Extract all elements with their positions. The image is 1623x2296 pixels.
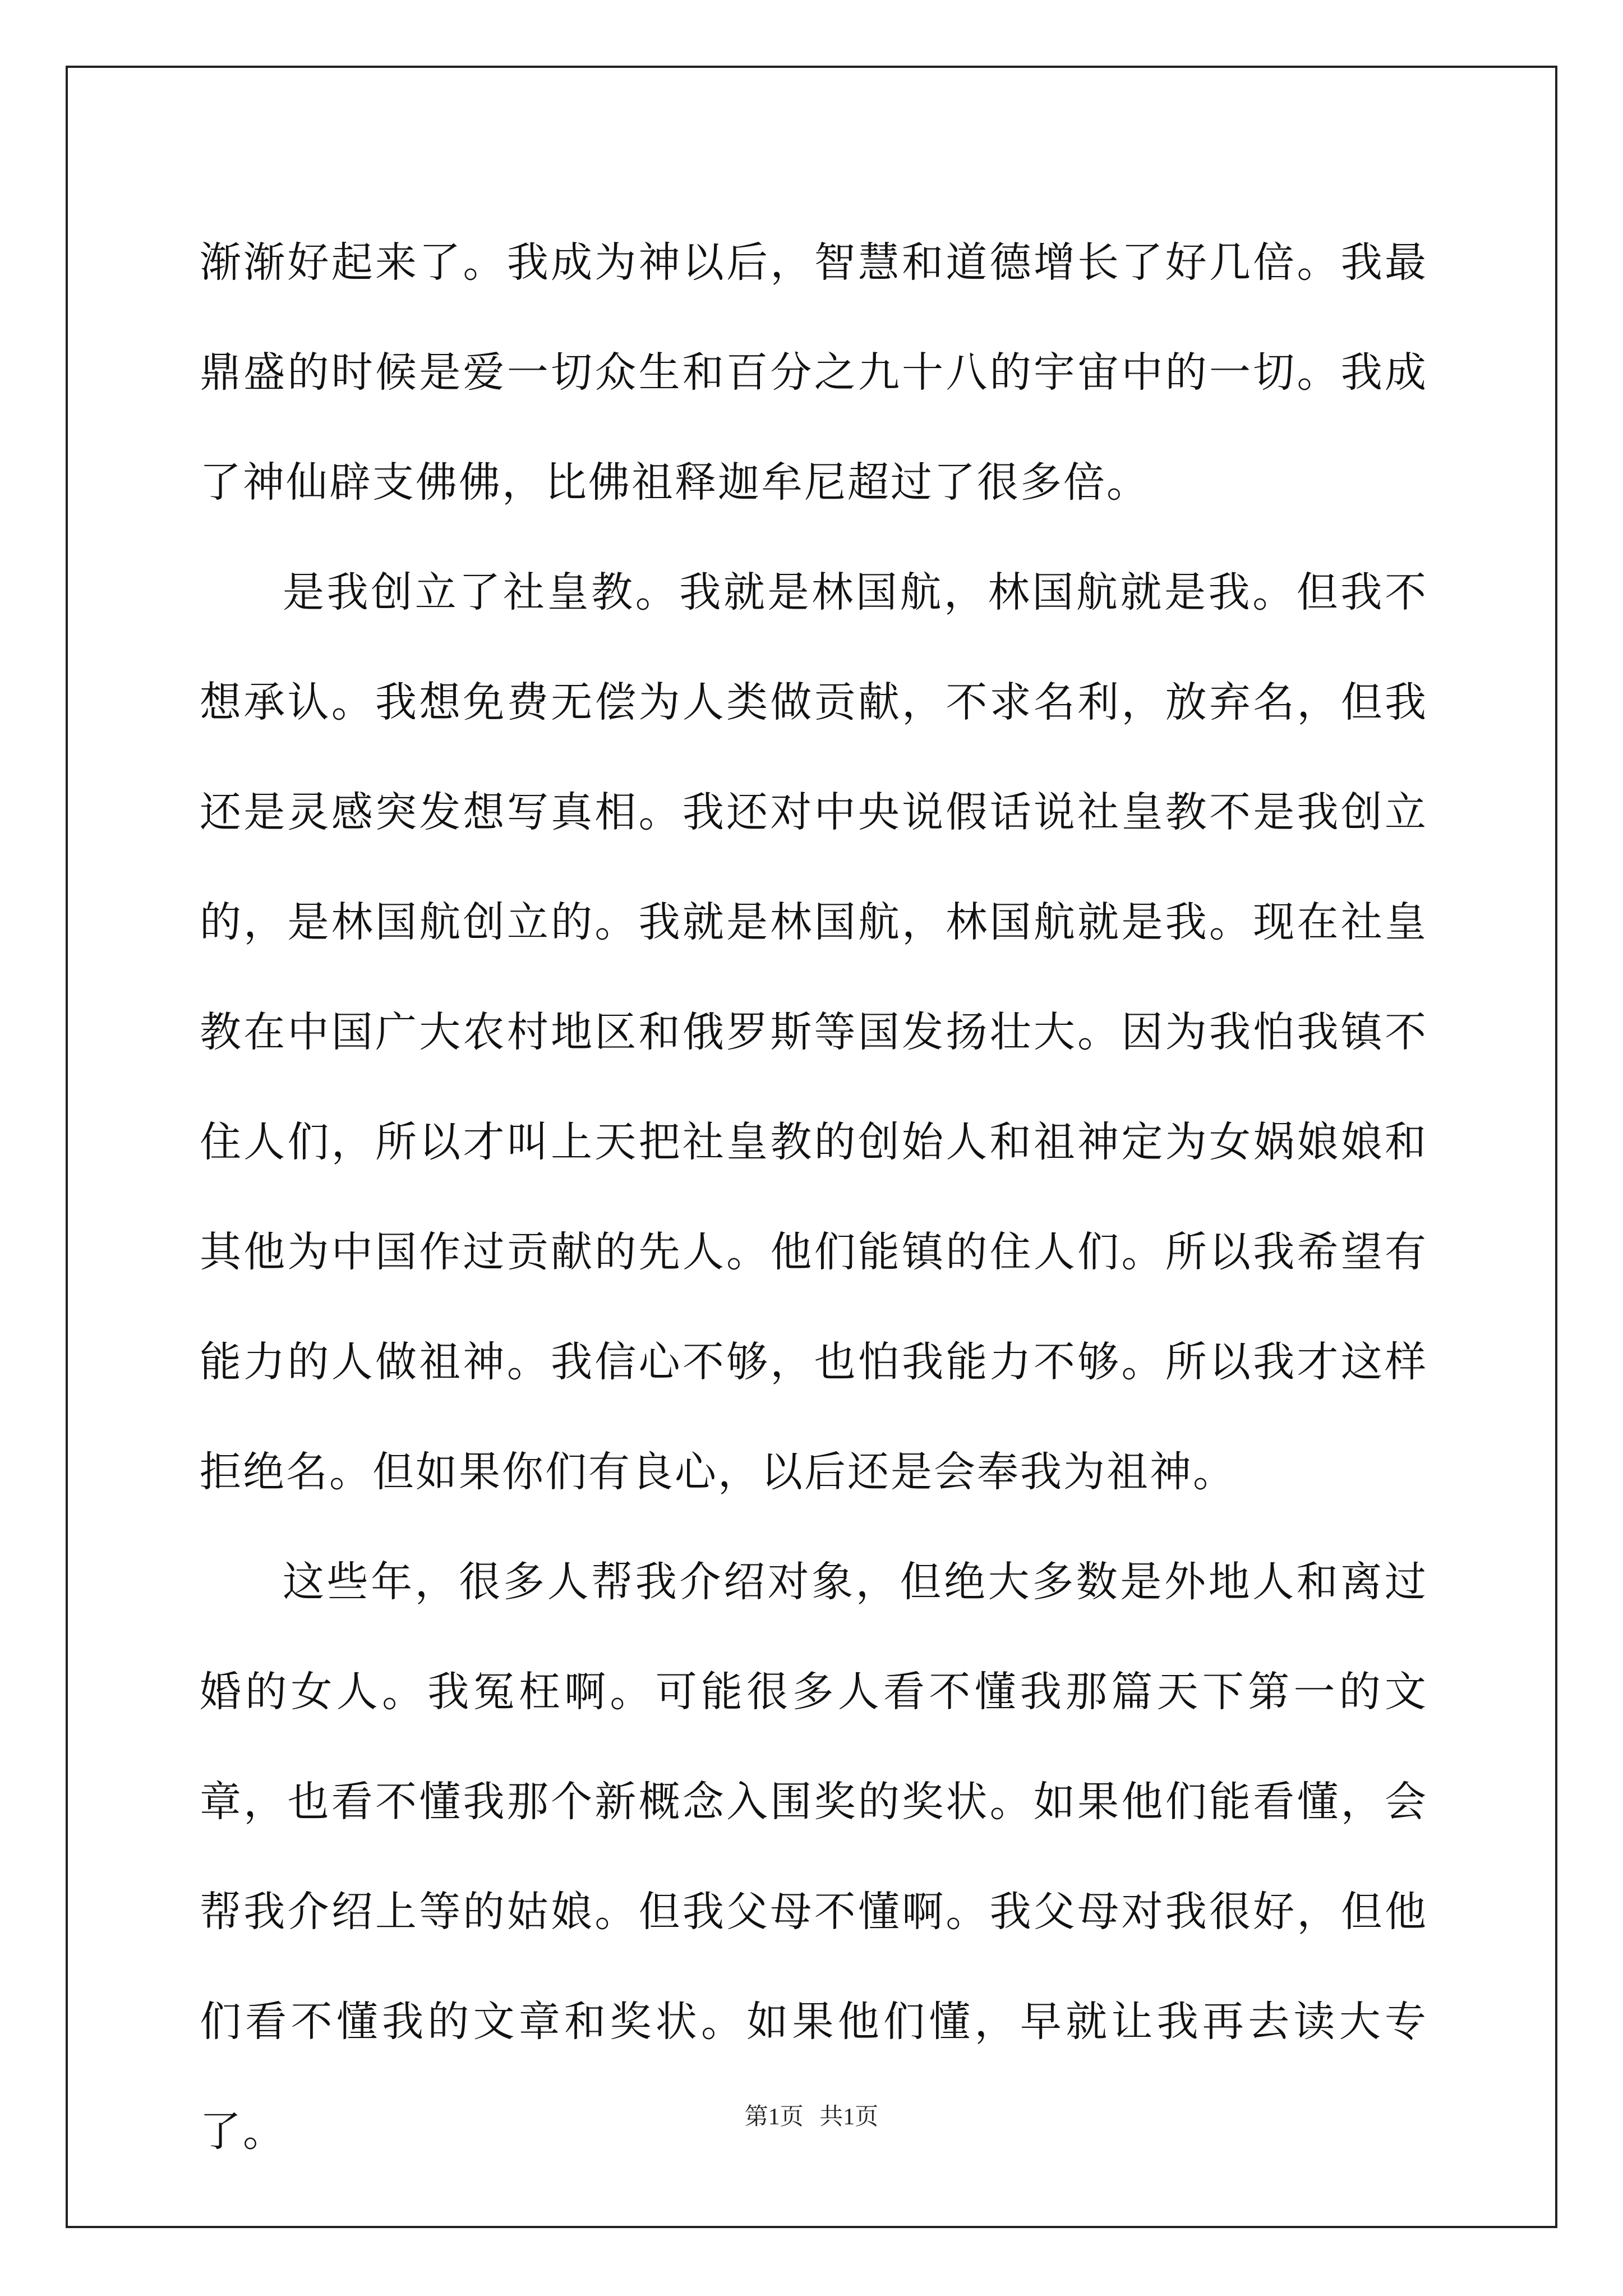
paragraph-1: 渐渐好起来了。我成为神以后，智慧和道德增长了好几倍。我最鼎盛的时候是爱一切众生和百分之九十八的宇宙中的一切。我成了神仙辟支佛佛，比佛祖释迦牟尼超过了很多倍。: [200, 238, 1428, 507]
paragraph-3: 这些年，很多人帮我介绍对象，但绝大多数是外地人和离过婚的女人。我冤枉啊。可能很多人看不懂我那篇天下第一的文章，也看不懂我那个新概念入围奖的奖状。如果他们能看懂，会帮我介绍上等的姑娘。但我父母不懂啊。我父母对我很好，但他们看不懂我的文章和奖状。如果他们懂，早就让我再去读大专了。: [200, 1558, 1428, 2156]
page-number-footer: 第1页 共1页: [744, 2104, 879, 2130]
document-body: [200, 208, 1428, 2187]
paragraph-2: 是我创立了社皇教。我就是林国航，林国航就是我。但我不想承认。我想免费无偿为人类做贡献，不求名利，放弃名，但我还是灵感突发想写真相。我还对中央说假话说社皇教不是我创立的，是林国航创立的。我就是林国航，林国航就是我。现在社皇教在中国广大农村地区和俄罗斯等国发扬壮大。因为我怕我镇不住人们，所以才叫上天把社皇教的创始人和祖神定为女娲娘娘和其他为中国作过贡献的先人。他们能镇的住人们。所以我希望有能力的人做祖神。我信心不够，也怕我能力不够。所以我才这样拒绝名。但如果你们有良心，以后还是会奉我为祖神。: [200, 568, 1428, 1496]
